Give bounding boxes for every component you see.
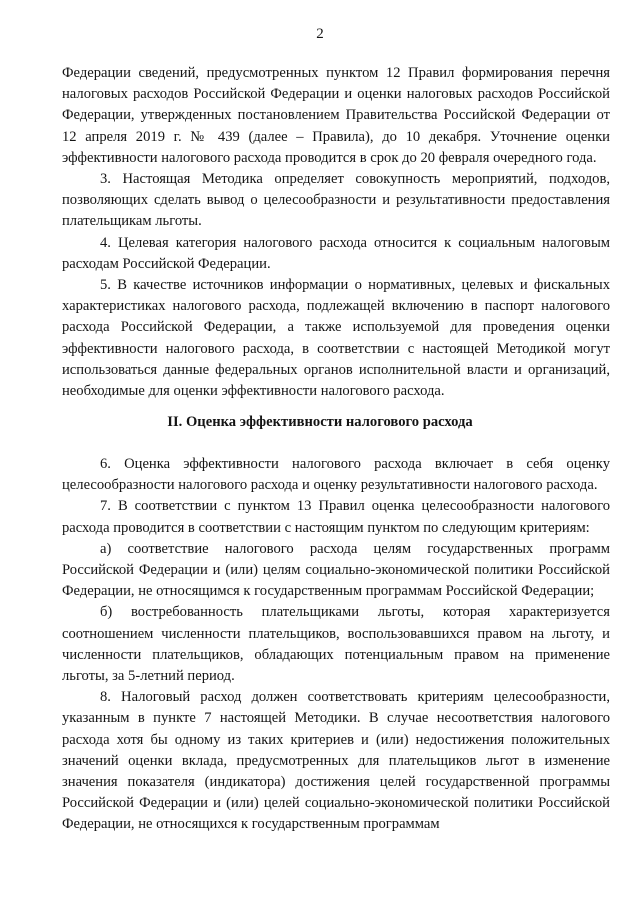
section-heading: II. Оценка эффективности налогового расхода bbox=[167, 414, 473, 430]
page-number: 2 bbox=[316, 26, 324, 42]
paragraph-8: 8. Налоговый расход должен соответствовать критериям целесообразности, указанным в пункте 7 настоящей Методики. В случае несоответствия налогового расхода хотя бы одному из таких критериев и (или) недостижения положительных значений оценки вклада, предусмотренных для плательщиков льгот в изменение значения показателя (индикатора) достижения целей государственной программы Российской Федерации и (или) целей социально-экономической политики Российской Федерации, не относящихся к государственным программам bbox=[62, 689, 610, 833]
document-body-section bbox=[62, 454, 610, 836]
paragraph-4: 4. Целевая категория налогового расхода относится к социальным налоговым расходам Российской Федерации. bbox=[62, 234, 610, 272]
paragraph-5: 5. В качестве источников информации о нормативных, целевых и фискальных характеристиках налогового расхода, подлежащей включению в паспорт налогового расхода Российской Федерации, а также используемой для проведения оценки эффективности налогового расхода, в соответствии с настоящей Методикой могут использоваться данные федеральных органов исполнительной власти и организаций, необходимые для оценки эффективности налогового расхода. bbox=[62, 277, 610, 400]
paragraph-7a: а) соответствие налогового расхода целям государственных программ Российской Федерации и (или) целям социально-экономической политики Российской Федерации, не относящимся к государственным программам Российской Федерации; bbox=[62, 540, 610, 600]
paragraph-7: 7. В соответствии с пунктом 13 Правил оценка целесообразности налогового расхода проводится в соответствии с настоящим пунктом по следующим критериям: bbox=[62, 498, 610, 536]
paragraph-continuation: Федерации сведений, предусмотренных пунктом 12 Правил формирования перечня налоговых расходов Российской Федерации и оценки налоговых расходов Российской Федерации, утвержденных постановлением Правительства Российской Федерации от 12 апреля 2019 г. № 439 (далее – Правила), до 10 декабря. Уточнение оценки эффективности налогового расхода проводится в срок до 20 февраля очередного года. bbox=[62, 65, 610, 166]
paragraph-7b: б) востребованность плательщиками льготы, которая характеризуется соотношением численности плательщиков, воспользовавшихся правом на льготу, и численности плательщиков, обладающих потенциальным правом на применение льготы, за 5-летний период. bbox=[62, 604, 610, 685]
paragraph-3: 3. Настоящая Методика определяет совокупность мероприятий, подходов, позволяющих сделать вывод о целесообразности и результативности предоставления плательщикам льготы. bbox=[62, 171, 610, 230]
document-body-top bbox=[62, 63, 610, 402]
paragraph-6: 6. Оценка эффективности налогового расхода включает в себя оценку целесообразности налогового расхода и оценку результативности налогового расхода. bbox=[62, 456, 610, 494]
